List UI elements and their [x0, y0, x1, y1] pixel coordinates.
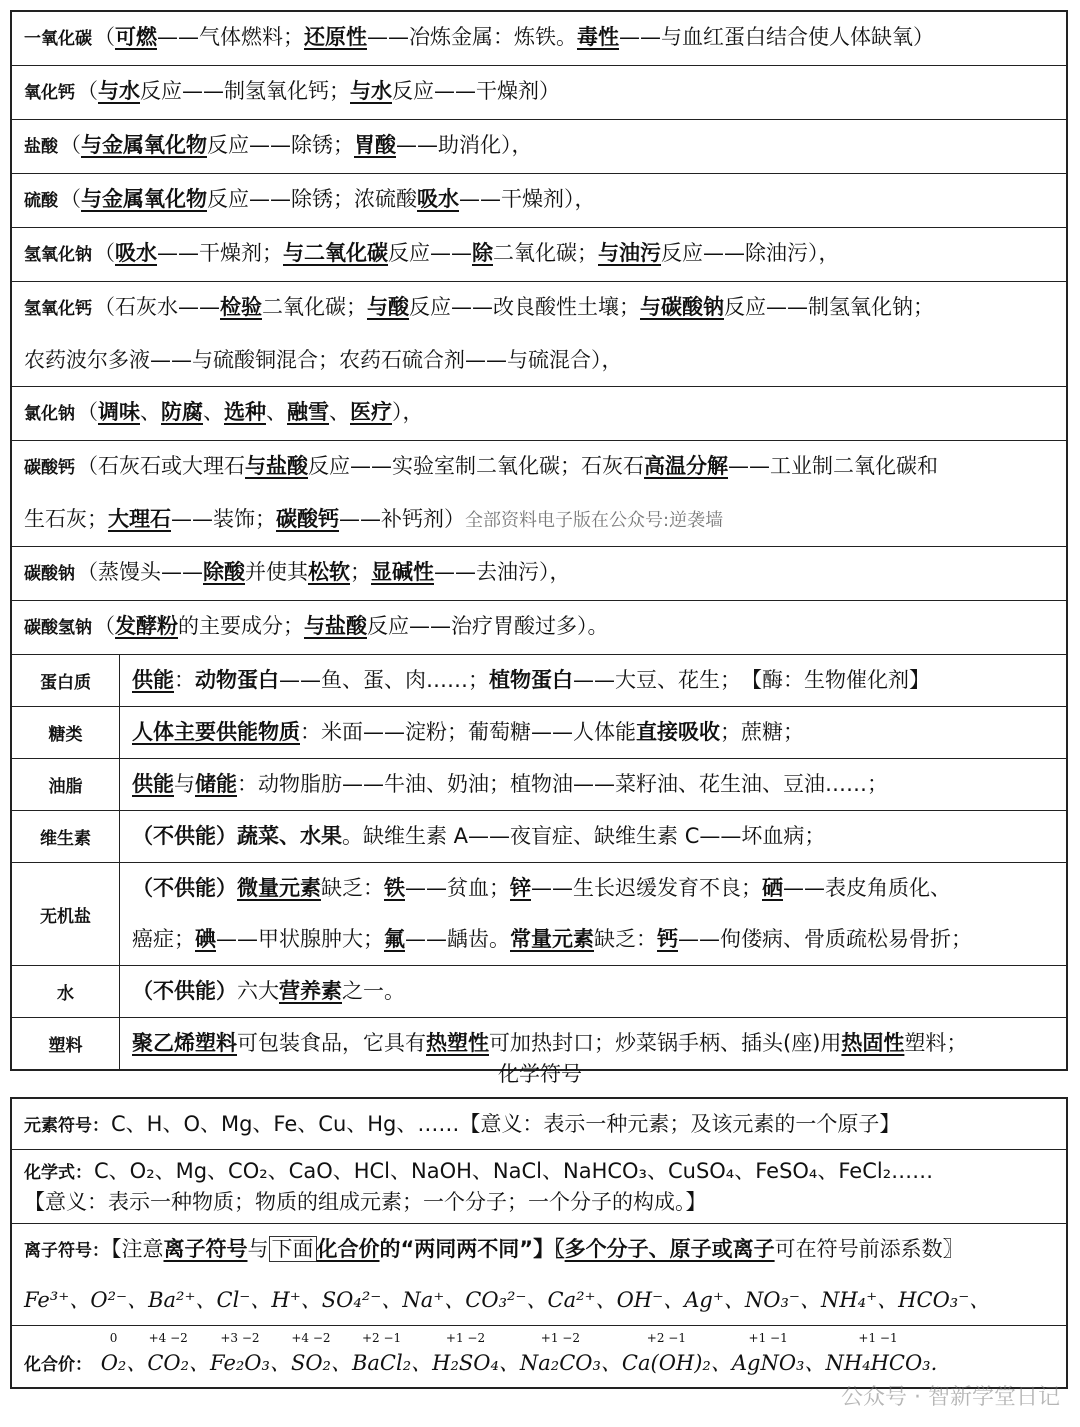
valence-item: +2 −1 Ca(OH)₂	[621, 1331, 711, 1376]
row-plastic: 塑料 聚乙烯塑料可包装食品，它具有热塑性可加热封口；炒菜锅手柄、插头(座)用热固性塑料；	[12, 1018, 1066, 1069]
row-cao: 氧化钙（与水反应——制氢氧化钙；与水反应——干燥剂）	[12, 66, 1066, 120]
row-na2co3: 碳酸钠（蒸馒头——除酸并使其松软；显碱性——去油污），	[12, 547, 1066, 601]
row-valence	[12, 1326, 1066, 1386]
row-label: 盐酸	[24, 137, 58, 157]
symbols-table	[10, 1097, 1068, 1389]
row-nacl: 氯化钠（调味、防腐、选种、融雪、医疗），	[12, 387, 1066, 441]
row-label: 一氧化碳	[24, 29, 92, 49]
valence-item: +1 −1 AgNO₃	[731, 1331, 805, 1376]
row-caco3: 碳酸钙（石灰石或大理石与盐酸反应——实验室制二氧化碳；石灰石高温分解——工业制二氧化碳和 生石灰；大理石——装饰；碳酸钙——补钙剂）全部资料电子版在公众号:逆袭墙	[12, 441, 1066, 547]
row-hcl: 盐酸（与金属氧化物反应——除锈；胃酸——助消化），	[12, 120, 1066, 174]
row-ion-symbols: 离子符号：【注意离子符号与 下面 化合价的“两同两不同”】〖多个分子、原子或离子可在符号前添系数〗 Fe³⁺、O²⁻、Ba²⁺、Cl⁻、H⁺、SO₄²⁻、Na⁺、CO₃²⁻、Ca²⁺、OH⁻、Ag⁺、NO₃⁻、NH₄⁺、HCO₃⁻、	[12, 1224, 1066, 1326]
valence-item: +4 −2 CO₂	[147, 1331, 190, 1376]
valence-item: +3 −2 Fe₂O₃	[210, 1331, 270, 1376]
row-label: 化合价：	[24, 1355, 92, 1376]
row-caoh2: 氢氧化钙（石灰水——检验二氧化碳；与酸反应——改良酸性土壤；与碳酸钠反应——制氢氧化钠； 农药波尔多液——与硫酸铜混合；农药石硫合剂——与硫混合），	[12, 282, 1066, 387]
row-label: 元素符号：	[24, 1116, 109, 1136]
uses-table	[10, 10, 1068, 1071]
valence-item: 0 O₂	[100, 1331, 127, 1376]
row-label: 无机盐	[12, 863, 120, 965]
row-vitamin: 维生素 （不供能）蔬菜、水果。缺维生素 A——夜盲症、缺维生素 C——坏血病；	[12, 811, 1066, 863]
row-co: 一氧化碳（可燃——气体燃料；还原性——冶炼金属：炼铁。毒性——与血红蛋白结合使人体缺氧）	[12, 12, 1066, 66]
row-sugar: 糖类 人体主要供能物质：米面——淀粉；葡萄糖——人体能直接吸收；蔗糖；	[12, 707, 1066, 759]
valence-list: 0 O₂、 +4 −2 CO₂、 +3 −2 Fe₂O₃、 +4 −2 SO₂、 +2 −1 BaCl₂、 +1 −2 H₂SO₄、 +1 −2 Na₂CO₃、 +2 −1 Ca(OH)₂、 +1 −1 AgNO₃、 +1 −1 NH₄HCO₃.	[101, 1351, 938, 1375]
row-water: 水 （不供能）六大营养素之一。	[12, 966, 1066, 1018]
row-label: 维生素	[12, 811, 120, 862]
valence-item: +1 −2 H₂SO₄	[432, 1331, 499, 1376]
row-label: 蛋白质	[12, 655, 120, 706]
row-label: 碳酸氢钠	[24, 618, 92, 638]
valence-item: +1 −1 NH₄HCO₃	[825, 1331, 931, 1376]
row-label: 塑料	[12, 1018, 120, 1069]
row-element-symbols: 元素符号：C、H、O、Mg、Fe、Cu、Hg、……【意义：表示一种元素；及该元素的一个原子】	[12, 1099, 1066, 1150]
row-label: 氯化钠	[24, 404, 75, 424]
row-protein: 蛋白质 供能：动物蛋白——鱼、蛋、肉……；植物蛋白——大豆、花生； 【酶：生物催化剂】	[12, 655, 1066, 707]
row-label: 氧化钙	[24, 83, 75, 103]
row-h2so4: 硫酸（与金属氧化物反应——除锈；浓硫酸吸水——干燥剂），	[12, 174, 1066, 228]
valence-item: +4 −2 SO₂	[290, 1331, 331, 1376]
row-label: 糖类	[12, 707, 120, 758]
row-minerals: 无机盐 （不供能）微量元素缺乏：铁——贫血；锌——生长迟缓发育不良；硒——表皮角质化、 癌症；碘——甲状腺肿大；氟——龋齿。常量元素缺乏：钙——佝偻病、骨质疏松易骨折；	[12, 863, 1066, 966]
row-nahco3: 碳酸氢钠（发酵粉的主要成分；与盐酸反应——治疗胃酸过多）。	[12, 601, 1066, 655]
row-label: 碳酸钙	[24, 458, 75, 478]
row-label: 化学式：	[24, 1163, 92, 1184]
row-fat: 油脂 供能与储能：动物脂肪——牛油、奶油；植物油——菜籽油、花生油、豆油……；	[12, 759, 1066, 811]
section-title: 化学符号	[498, 1062, 582, 1086]
row-label: 硫酸	[24, 191, 58, 211]
valence-item: +1 −2 Na₂CO₃	[519, 1331, 601, 1376]
row-label: 水	[12, 966, 120, 1017]
row-formula: 化学式：C、O₂、Mg、CO₂、CaO、HCl、NaOH、NaCl、NaHCO₃、CuSO₄、FeSO₄、FeCl₂…… 【意义：表示一种物质；物质的组成元素；一个分子；一个分子的构成。】	[12, 1150, 1066, 1224]
ion-list: Fe³⁺、O²⁻、Ba²⁺、Cl⁻、H⁺、SO₄²⁻、Na⁺、CO₃²⁻、Ca²⁺、OH⁻、Ag⁺、NO₃⁻、NH₄⁺、HCO₃⁻、	[24, 1287, 991, 1312]
watermark-text: 全部资料电子版在公众号:逆袭墙	[465, 510, 724, 531]
row-label: 氢氧化钙	[24, 299, 92, 319]
row-label: 氢氧化钠	[24, 245, 92, 265]
row-label: 碳酸钠	[24, 564, 75, 584]
row-label: 离子符号：	[24, 1241, 109, 1262]
row-naoh: 氢氧化钠（吸水——干燥剂；与二氧化碳反应——除二氧化碳；与油污反应——除油污），	[12, 228, 1066, 282]
watermark-overlay: 公众号 · 智新学堂日记	[841, 1385, 1060, 1410]
row-label: 油脂	[12, 759, 120, 810]
valence-item: +2 −1 BaCl₂	[351, 1331, 412, 1376]
